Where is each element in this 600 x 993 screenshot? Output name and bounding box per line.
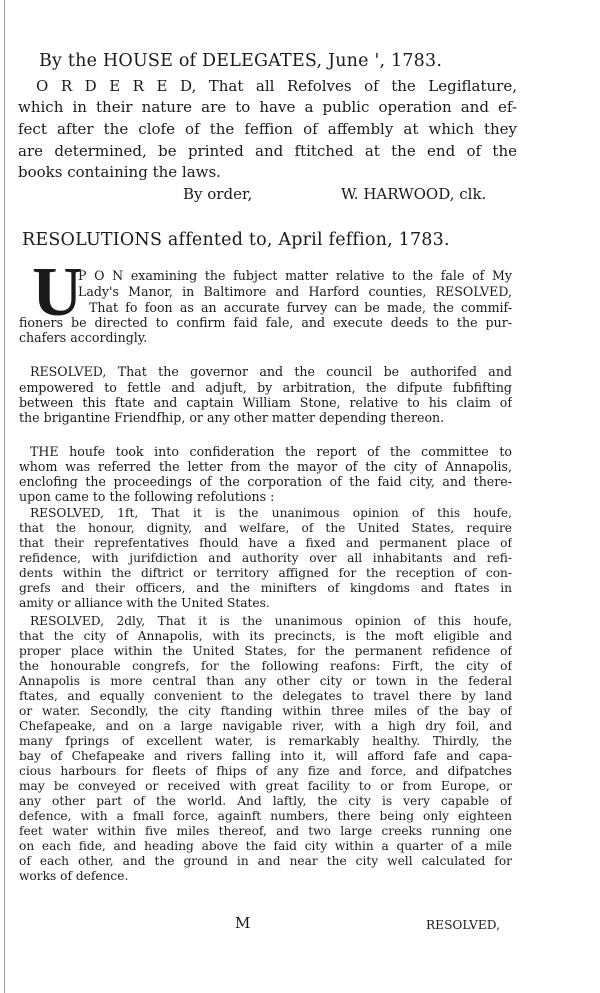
governor-line: the brigantine Friendfhip, or any other matter depending thereon. xyxy=(19,410,445,425)
second-resolution-line: of each other, and the ground in and near the city well calculated for xyxy=(19,854,512,868)
house-line: whom was referred the letter from the mayor of the city of Annapolis, xyxy=(19,459,512,474)
second-resolution-line: works of defence. xyxy=(19,869,129,883)
first-resolution-line: refidence, with jurifdiction and authority over all inhabitants and refi- xyxy=(19,551,512,565)
upon-line: Lady's Manor, in Baltimore and Harford counties, RESOLVED, xyxy=(78,284,512,299)
first-resolution-line: that the honour, dignity, and welfare, of the United States, require xyxy=(19,521,512,535)
signature-mark: M xyxy=(235,914,251,932)
second-resolution-line: RESOLVED, 2dly, That it is the unanimous opinion of this houfe, xyxy=(30,614,512,628)
order-line: are determined, be printed and ftitched at the end of the xyxy=(18,142,517,160)
page-edge-line xyxy=(4,0,5,993)
page-title: By the HOUSE of DELEGATES, June ', 1783. xyxy=(39,51,443,71)
second-resolution-line: that the city of Annapolis, with its precincts, is the moft eligible and xyxy=(19,629,512,643)
second-resolution-line: feet water within five miles thereof, and two large creeks running one xyxy=(19,824,512,838)
second-resolution-line: or water. Secondly, the city ftanding within three miles of the bay of xyxy=(19,704,512,718)
governor-line: empowered to fettle and adjuft, by arbitration, the difpute fubfifting xyxy=(19,380,512,395)
second-resolution-line: may be conveyed or received with great facility to or from Europe, or xyxy=(19,779,512,793)
second-resolution-line: on each fide, and heading above the faid city within a quarter of a mile xyxy=(19,839,512,853)
second-resolution-line: bay of Chefapeake and rivers falling into it, will afford fafe and capa- xyxy=(19,749,512,763)
catchword: RESOLVED, xyxy=(426,918,500,932)
second-resolution-line: Annapolis is more central than any other city or town in the federal xyxy=(19,674,512,688)
document-page xyxy=(14,0,590,993)
governor-line: between this ftate and captain William Stone, relative to his claim of xyxy=(19,395,512,410)
first-resolution-line: dents within the diftrict or territory affigned for the reception of con- xyxy=(19,566,512,580)
governor-line: RESOLVED, That the governor and the council be authorifed and xyxy=(30,364,512,379)
by-order-text: By order, xyxy=(183,185,253,203)
upon-line: chafers accordingly. xyxy=(19,330,148,345)
clerk-signature: W. HARWOOD, clk. xyxy=(341,185,487,203)
second-resolution-line: any other part of the world. And laftly, the city is very capable of xyxy=(19,794,512,808)
first-resolution-line: grefs and their officers, and the minifters of kingdoms and ftates in xyxy=(19,581,512,595)
first-resolution-line: that their reprefentatives fhould have a fixed and permanent place of xyxy=(19,536,512,550)
house-line: THE houfe took into confideration the report of the committee to xyxy=(30,444,512,459)
second-resolution-line: many fprings of excellent water, is remarkably healthy. Thirdly, the xyxy=(19,734,512,748)
resolutions-heading: RESOLUTIONS affented to, April feffion, 1783. xyxy=(22,230,450,250)
second-resolution-line: cious harbours for fleets of fhips of any fize and force, and difpatches xyxy=(19,764,512,778)
order-line: books containing the laws. xyxy=(18,163,221,181)
drop-cap-letter: U xyxy=(32,254,83,331)
order-line: fect after the clofe of the feffion of affembly at which they xyxy=(18,120,517,138)
second-resolution-line: Chefapeake, and on a large navigable river, with a high dry foil, and xyxy=(19,719,512,733)
upon-line: P O N examining the fubject matter relative to the fale of My xyxy=(78,268,512,283)
order-line: O R D E R E D, That all Refolves of the Legiflature, xyxy=(36,77,517,95)
first-resolution-line: amity or alliance with the United States. xyxy=(19,596,270,610)
second-resolution-line: defence, with a fmall force, againft numbers, there being only eighteen xyxy=(19,809,512,823)
upon-line: That fo foon as an accurate furvey can be made, the commif- xyxy=(89,300,512,315)
house-line: enclofing the proceedings of the corporation of the faid city, and there- xyxy=(19,474,512,489)
upon-line: fioners be directed to confirm faid fale, and execute deeds to the pur- xyxy=(19,315,512,330)
second-resolution-line: proper place within the United States, for the permanent refidence of xyxy=(19,644,512,658)
first-resolution-line: RESOLVED, 1ft, That it is the unanimous opinion of this houfe, xyxy=(30,506,512,520)
second-resolution-line: ftates, and equally convenient to the delegates to travel there by land xyxy=(19,689,512,703)
second-resolution-line: the honourable congrefs, for the following reafons: Firft, the city of xyxy=(19,659,512,673)
order-line: which in their nature are to have a public operation and ef- xyxy=(18,98,517,116)
house-line: upon came to the following refolutions : xyxy=(19,489,275,504)
